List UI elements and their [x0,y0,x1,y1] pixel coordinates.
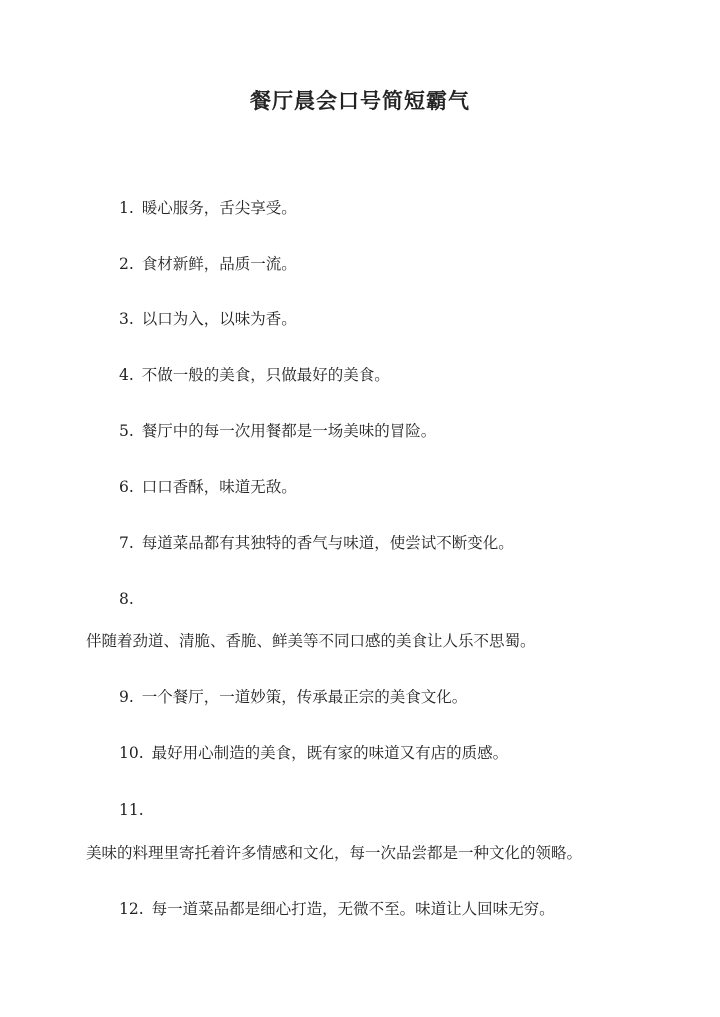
item-text: 餐厅中的每一次用餐都是一场美味的冒险。 [141,422,437,440]
item-text: 每一道菜品都是细心打造，无微不至。味道让人回味无穷。 [151,900,555,918]
item-text: 美味的料理里寄托着许多情感和文化，每一次品尝都是一种文化的领略。 [86,844,583,862]
item-number: 8. [119,590,134,608]
item-number: 10. [119,744,144,762]
item-text: 口口香酥，味道无敌。 [141,478,297,496]
item-text: 食材新鲜，品质一流。 [141,255,297,273]
item-number: 11. [119,801,144,819]
list-item [119,419,436,443]
item-number: 2. [119,255,134,273]
item-text: 最好用心制造的美食，既有家的味道又有店的质感。 [151,744,509,762]
item-number: 4. [119,366,134,384]
list-item [119,531,514,555]
item-text: 每道菜品都有其独特的香气与味道，使尝试不断变化。 [141,534,514,552]
item-number: 5. [119,422,134,440]
list-item [119,685,467,709]
item-number: 1. [119,199,134,217]
list-item [119,307,297,331]
item-text: 暖心服务，舌尖享受。 [141,199,297,217]
document-title: 餐厅晨会口号简短霸气 [250,88,470,113]
list-item [119,252,297,276]
list-item [119,741,508,765]
item-text: 一个餐厅，一道妙策，传承最正宗的美食文化。 [141,688,468,706]
item-number: 12. [119,900,144,918]
item-number: 9. [119,688,134,706]
list-item [119,897,555,921]
item-number: 3. [119,310,134,328]
item-text: 不做一般的美食，只做最好的美食。 [141,366,390,384]
list-item [119,363,390,387]
item-text: 伴随着劲道、清脆、香脆、鲜美等不同口感的美食让人乐不思蜀。 [86,632,536,650]
item-number: 7. [119,534,134,552]
item-number: 6. [119,478,134,496]
list-item [119,475,297,499]
item-text: 以口为入，以味为香。 [141,310,297,328]
list-item [119,196,297,220]
